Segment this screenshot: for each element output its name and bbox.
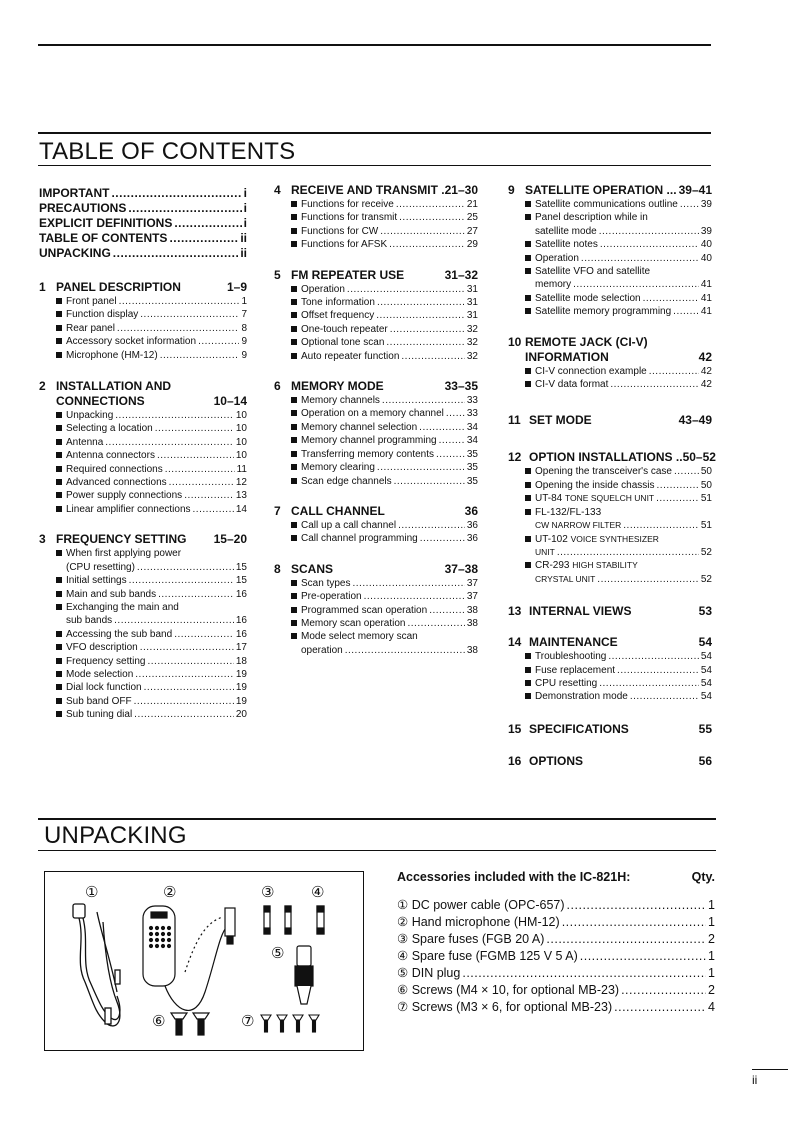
toc-item-cont[interactable]: CRYSTAL UNIT ..... 52	[525, 573, 712, 586]
toc-item[interactable]: Pre-operation ..... 37	[291, 590, 478, 603]
toc-item[interactable]: Advanced connections ..... 12	[56, 476, 247, 489]
figure-marker: ②	[163, 883, 177, 901]
toc-section-10-line2[interactable]: INFORMATION 42	[525, 349, 712, 364]
toc-item[interactable]: Antenna connectors ..... 10	[56, 449, 247, 462]
toc-item[interactable]: Unpacking ..... 10	[56, 409, 247, 422]
toc-item[interactable]: CPU resetting ..... 54	[525, 677, 712, 690]
accessories-list	[397, 869, 715, 1016]
toc-item[interactable]: Demonstration mode ..... 54	[525, 690, 712, 703]
accessories-figure	[44, 871, 364, 1051]
accessories-heading: Accessories included with the IC-821H:	[397, 870, 631, 884]
accessory-row: ③ Spare fuses (FGB 20 A) ..... 2	[397, 931, 715, 948]
toc-item[interactable]: Operation ..... 40	[525, 252, 712, 265]
toc-item[interactable]: Memory clearing ..... 35	[291, 461, 478, 474]
toc-entry[interactable]: PRECAUTIONS ..... i	[39, 201, 247, 216]
toc-item[interactable]: Call up a call channel ..... 36	[291, 519, 478, 532]
toc-entry[interactable]: IMPORTANT ..... i	[39, 186, 247, 201]
toc-item[interactable]: Accessory socket information ..... 9	[56, 335, 247, 348]
toc-item[interactable]: VFO description ..... 17	[56, 641, 247, 654]
top-rule	[38, 44, 711, 46]
toc-item[interactable]: Mode selection ..... 19	[56, 668, 247, 681]
toc-item[interactable]: Operation ..... 31	[291, 283, 478, 296]
toc-item[interactable]: Linear amplifier connections ..... 14	[56, 503, 247, 516]
toc-item[interactable]: One-touch repeater ..... 32	[291, 323, 478, 336]
toc-item[interactable]: Programmed scan operation ..... 38	[291, 604, 478, 617]
toc-item[interactable]: Mode select memory scan	[291, 630, 478, 643]
toc-item[interactable]: Front panel ..... 1	[56, 295, 247, 308]
toc-item[interactable]: Operation on a memory channel ..... 33	[291, 407, 478, 420]
page-number: ii	[752, 1073, 758, 1087]
toc-item[interactable]: Troubleshooting ..... 54	[525, 650, 712, 663]
accessory-row: ① DC power cable (OPC-657) ..... 1	[397, 897, 715, 914]
screws-m4-drawing	[171, 1013, 209, 1035]
toc-item[interactable]: Function display ..... 7	[56, 308, 247, 321]
toc-column-2	[274, 183, 478, 657]
toc-item[interactable]: When first applying power	[56, 547, 247, 560]
toc-section-9[interactable]: 9 SATELLITE OPERATION ... 39–41	[508, 183, 712, 197]
toc-item[interactable]: FL-132/FL-133	[525, 506, 712, 519]
toc-item[interactable]: Satellite memory programming ..... 41	[525, 305, 712, 318]
toc-item[interactable]: Panel description while in	[525, 211, 712, 224]
toc-item[interactable]: Accessing the sub band ..... 16	[56, 628, 247, 641]
toc-item[interactable]: CI-V connection example ..... 42	[525, 365, 712, 378]
toc-item[interactable]: Dial lock function ..... 19	[56, 681, 247, 694]
toc-item[interactable]: Opening the transceiver's case ..... 50	[525, 465, 712, 478]
toc-item[interactable]: Required connections ..... 11	[56, 463, 247, 476]
toc-entry[interactable]: EXPLICIT DEFINITIONS ..... i	[39, 216, 247, 231]
toc-item[interactable]: Memory channels ..... 33	[291, 394, 478, 407]
unpacking-title: UNPACKING	[44, 822, 187, 849]
toc-section-2[interactable]: 2 INSTALLATION AND	[39, 379, 172, 394]
toc-item[interactable]: UT-84 TONE SQUELCH UNIT ..... 51	[525, 492, 712, 505]
toc-section-6[interactable]: 6 MEMORY MODE 33–35	[274, 379, 478, 394]
toc-item[interactable]: Initial settings ..... 15	[56, 574, 247, 587]
toc-item[interactable]: Satellite VFO and satellite	[525, 265, 712, 278]
toc-section-10[interactable]: 10 REMOTE JACK (CI-V)	[508, 334, 648, 349]
toc-entry[interactable]: UNPACKING ..... ii	[39, 246, 247, 261]
toc-section-8[interactable]: 8 SCANS 37–38	[274, 561, 478, 576]
toc-item-cont[interactable]: memory ..... 41	[525, 278, 712, 291]
toc-item[interactable]: Rear panel ..... 8	[56, 322, 247, 335]
toc-item[interactable]: CI-V data format ..... 42	[525, 378, 712, 391]
accessory-row: ⑥ Screws (M4 × 10, for optional MB-23) ..... 2	[397, 982, 715, 999]
toc-item[interactable]: Frequency setting ..... 18	[56, 655, 247, 668]
figure-marker: ⑦	[241, 1012, 255, 1030]
toc-column-1	[39, 186, 247, 722]
toc-item[interactable]: Exchanging the main and	[56, 601, 247, 614]
accessory-row: ④ Spare fuse (FGMB 125 V 5 A) ..... 1	[397, 948, 715, 965]
toc-section-1[interactable]: 1 PANEL DESCRIPTION 1–9	[39, 280, 247, 294]
figure-marker: ⑤	[271, 944, 285, 962]
toc-column-3	[508, 183, 716, 769]
toc-item-cont[interactable]: CW NARROW FILTER ..... 51	[525, 519, 712, 532]
toc-item[interactable]: Microphone (HM-12) ..... 9	[56, 349, 247, 362]
toc-item[interactable]: Sub tuning dial ..... 20	[56, 708, 247, 721]
toc-item[interactable]: Memory channel programming ..... 34	[291, 434, 478, 447]
figure-marker: ⑥	[152, 1012, 166, 1030]
toc-item[interactable]: Antenna ..... 10	[56, 436, 247, 449]
toc-section-11[interactable]: 11 SET MODE 43–49	[508, 413, 712, 428]
toc-item[interactable]: Fuse replacement ..... 54	[525, 664, 712, 677]
toc-item[interactable]: Memory scan operation ..... 38	[291, 617, 478, 630]
toc-section-13[interactable]: 13 INTERNAL VIEWS 53	[508, 604, 712, 619]
toc-section-16[interactable]: 16 OPTIONS 56	[508, 753, 712, 768]
unpacking-title-underline	[38, 850, 716, 851]
toc-section-2-line2[interactable]: CONNECTIONS 10–14	[56, 394, 247, 409]
toc-item[interactable]: UT-102 VOICE SYNTHESIZER	[525, 533, 712, 546]
toc-section-5[interactable]: 5 FM REPEATER USE 31–32	[274, 267, 478, 282]
toc-item-cont[interactable]: UNIT ..... 52	[525, 546, 712, 559]
toc-item[interactable]: Satellite communications outline ..... 39	[525, 198, 712, 211]
accessories-illustration	[45, 872, 363, 1050]
toc-item[interactable]: Tone information ..... 31	[291, 296, 478, 309]
accessory-row: ② Hand microphone (HM-12) ..... 1	[397, 914, 715, 931]
toc-item[interactable]: Power supply connections ..... 13	[56, 489, 247, 502]
din-plug-drawing	[295, 946, 313, 1004]
toc-item[interactable]: Sub band OFF ..... 19	[56, 695, 247, 708]
toc-item-cont[interactable]: operation ..... 38	[291, 644, 478, 657]
toc-item[interactable]: Functions for CW ..... 27	[291, 225, 478, 238]
spare-fuses-drawing	[264, 906, 324, 934]
toc-item[interactable]: Satellite notes ..... 40	[525, 238, 712, 251]
toc-item[interactable]: Call channel programming ..... 36	[291, 532, 478, 545]
toc-section-12[interactable]: 12 OPTION INSTALLATIONS .. 50–52	[508, 450, 716, 465]
toc-section-4[interactable]: 4 RECEIVE AND TRANSMIT . 21–30	[274, 183, 478, 197]
figure-marker: ①	[85, 883, 99, 901]
toc-item-cont[interactable]: sub bands ..... 16	[56, 614, 247, 627]
toc-item[interactable]: Selecting a location ..... 10	[56, 422, 247, 435]
toc-title-underline	[38, 165, 711, 166]
qty-heading: Qty.	[691, 870, 715, 884]
screws-m3-drawing	[261, 1015, 319, 1032]
toc-item-cont[interactable]: satellite mode ..... 39	[525, 225, 712, 238]
dc-power-cable-drawing	[73, 904, 120, 1026]
figure-marker: ③	[261, 883, 275, 901]
toc-item[interactable]: Main and sub bands ..... 16	[56, 588, 247, 601]
hand-microphone-drawing	[143, 906, 235, 1010]
toc-entry[interactable]: TABLE OF CONTENTS ..... ii	[39, 231, 247, 246]
toc-section-3[interactable]: 3 FREQUENCY SETTING 15–20	[39, 532, 247, 547]
accessory-row: ⑦ Screws (M3 × 6, for optional MB-23) ..... 4	[397, 999, 715, 1016]
toc-item[interactable]: Functions for AFSK ..... 29	[291, 238, 478, 251]
toc-section-14[interactable]: 14 MAINTENANCE 54	[508, 635, 712, 650]
page-number-rule	[752, 1069, 788, 1070]
toc-section-7[interactable]: 7 CALL CHANNEL 36	[274, 503, 478, 518]
toc-title-rule	[38, 132, 711, 134]
toc-item-cont[interactable]: (CPU resetting) ..... 15	[56, 561, 247, 574]
figure-marker: ④	[311, 883, 325, 901]
toc-item[interactable]: Optional tone scan ..... 32	[291, 336, 478, 349]
toc-title: TABLE OF CONTENTS	[39, 138, 296, 165]
toc-item[interactable]: Functions for transmit ..... 25	[291, 211, 478, 224]
toc-item[interactable]: Opening the inside chassis ..... 50	[525, 479, 712, 492]
toc-item[interactable]: Auto repeater function ..... 32	[291, 350, 478, 363]
toc-item[interactable]: Scan edge channels ..... 35	[291, 475, 478, 488]
toc-item[interactable]: Satellite mode selection ..... 41	[525, 292, 712, 305]
toc-item[interactable]: Functions for receive ..... 21	[291, 198, 478, 211]
toc-item[interactable]: CR-293 HIGH STABILITY	[525, 559, 712, 572]
accessory-row: ⑤ DIN plug ..... 1	[397, 965, 715, 982]
unpacking-title-rule	[38, 818, 716, 820]
toc-item[interactable]: Transferring memory contents ..... 35	[291, 448, 478, 461]
toc-item[interactable]: Scan types ..... 37	[291, 577, 478, 590]
toc-item[interactable]: Offset frequency ..... 31	[291, 309, 478, 322]
toc-item[interactable]: Memory channel selection ..... 34	[291, 421, 478, 434]
toc-section-15[interactable]: 15 SPECIFICATIONS 55	[508, 721, 712, 736]
